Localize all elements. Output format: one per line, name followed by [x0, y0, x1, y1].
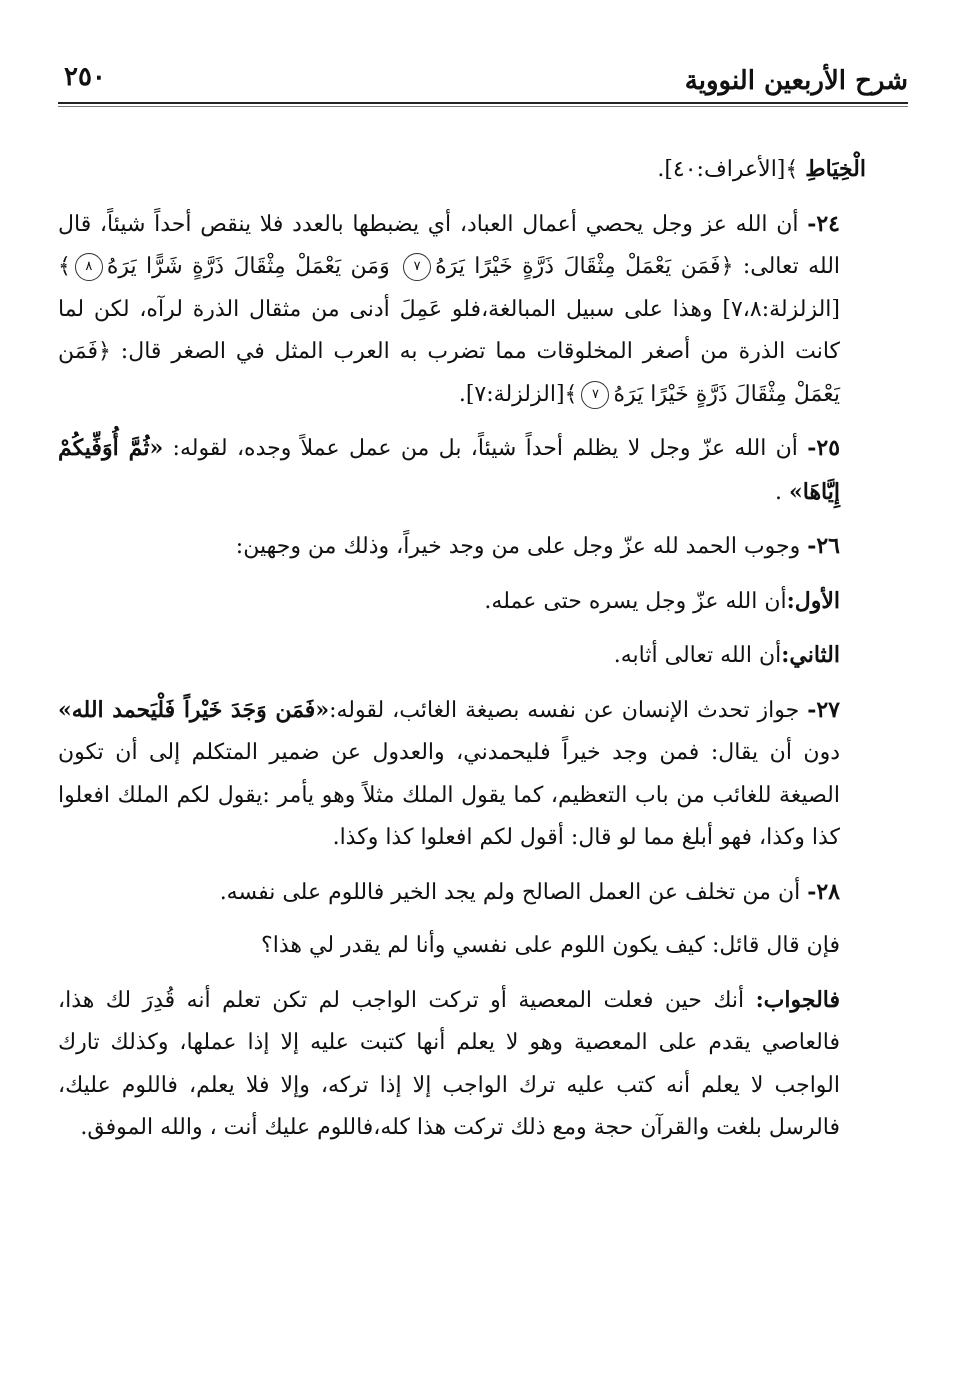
paragraph-28	[58, 871, 866, 915]
paragraph-text: أنك حين فعلت المعصية أو تركت الواجب لم تكن تعلم أنه قُدِرَ لك هذا، فالعاصي يقدم على المعصية وهو لا يعلم أنها كتبت عليه إلا إذا عملها، وكذلك تارك الواجب لا يعلم أنه كتب عليه ترك الواجب إلا إذا تركه، وإلا فلا يعلم، فاللوم عليك، فالرسل بلغت والقرآن حجة ومع ذلك تركت هذا كله،فاللوم عليك أنت ، والله الموفق.	[58, 987, 840, 1140]
ayah-marker: ٧	[581, 381, 609, 409]
paragraph-text: وجوب الحمد لله عزّ وجل على من وجد خيراً، وذلك من وجهين:	[235, 534, 808, 559]
paragraph-26	[58, 525, 866, 569]
item-number: ٢٤-	[807, 210, 840, 237]
paragraph-first-aspect	[58, 580, 866, 624]
paragraph-text: ﴾[الزلزلة:٧،٨] وهذا على سبيل المبالغة،فلو عَمِلَ أدنى من مثقال الذرة لرآه، لكن لما كانت الذرة من أصغر المخلوقات مما تضرب به العرب المثل في الصغر قال:	[58, 254, 840, 364]
paragraph-question: فإن قال قائل: كيف يكون اللوم على نفسي وأنا لم يقدر لي هذا؟	[261, 933, 840, 958]
book-title: شرح الأربعين النووية	[684, 66, 908, 96]
aspect-label: الأول:	[786, 587, 840, 614]
item-number: ٢٨-	[807, 878, 840, 905]
ayah-marker: ٧	[403, 253, 431, 281]
paragraph-answer	[58, 979, 866, 1150]
header-rule	[58, 102, 908, 107]
paragraph-text: أن من تخلف عن العمل الصالح ولم يجد الخير فاللوم على نفسه.	[219, 879, 808, 905]
paragraph-25	[58, 427, 866, 514]
aspect-label: الثاني:	[781, 642, 840, 668]
item-number: ٢٥-	[807, 435, 841, 461]
hadith-quote: «ثُمَّ أُوَفِّيكُمْ إِيَّاهَا»	[58, 435, 840, 505]
paragraph-27	[58, 689, 866, 860]
paragraph-text: أن الله عز وجل يحصي أعمال العباد، أي يضبطها بالعدد فلا ينقص أحداً شيئاً، قال الله تعالى:	[58, 211, 841, 279]
paragraph-text: جواز تحدث الإنسان عن نفسه بصيغة الغائب، لقوله:	[329, 697, 808, 723]
item-number: ٢٦-	[807, 533, 840, 559]
quran-quote: ﴿فَمَن يَعْمَلْ مِثْقَالَ ذَرَّةٍ خَيْرًا يَرَهُ	[435, 254, 734, 279]
paragraph-text: ﴾[الزلزلة:٧].	[458, 381, 578, 407]
paragraph-text: أن الله عزّ وجل يسره حتى عمله.	[484, 588, 787, 614]
item-number: ٢٧-	[807, 696, 840, 723]
paragraph-verse-continuation	[58, 148, 866, 192]
page-header	[58, 62, 908, 102]
page-body	[58, 148, 866, 1161]
quran-quote: ﴿فَمَن يَعْمَلْ مِثْقَالَ ذَرَّةٍ خَيْرًا يَرَهُ	[58, 339, 840, 407]
page-number: ٢٥٠	[64, 62, 106, 92]
paragraph-text: أن الله عزّ وجل لا يظلم أحداً شيئاً، بل من عمل عملاً وجده، لقوله:	[163, 436, 808, 461]
quran-quote: وَمَن يَعْمَلْ مِثْقَالَ ذَرَّةٍ شَرًّا يَرَهُ	[106, 254, 400, 279]
quran-quote: الْخِيَاطِ	[805, 156, 866, 182]
ayah-marker: ٨	[75, 253, 103, 281]
paragraph-24	[58, 203, 866, 417]
verse-reference: ﴾[الأعراف:٤٠].	[657, 157, 799, 182]
paragraph-text: .	[775, 479, 789, 505]
answer-label: فالجواب:	[755, 986, 840, 1013]
paragraph-text: أن الله تعالى أثابه.	[613, 643, 782, 668]
paragraph-second-aspect	[58, 634, 866, 678]
paragraph-text: دون أن يقال: فمن وجد خيراً فليحمدني، والعدول عن ضمير المتكلم إلى أن تكون الصيغة للغائب من باب التعظيم، كما يقول الملك مثلاً وهو يأمر :يقول لكم الملك افعلوا كذا وكذا، فهو أبلغ مما لو قال: أقول لكم افعلوا كذا وكذا.	[58, 740, 840, 850]
hadith-quote: «فَمَن وَجَدَ خَيْراً فَلْيَحمد الله»	[58, 696, 330, 723]
